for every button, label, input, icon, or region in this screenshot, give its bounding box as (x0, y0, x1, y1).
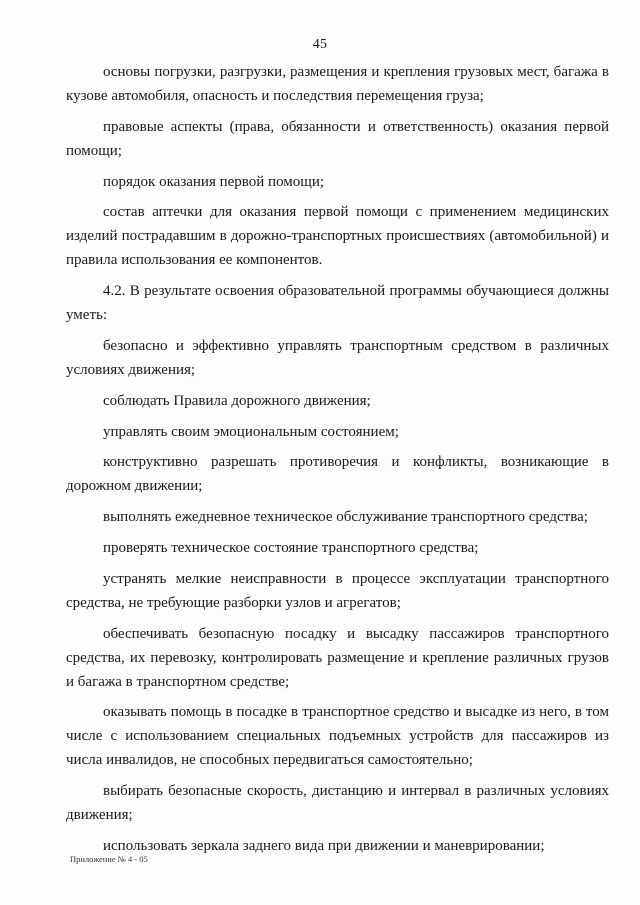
footer-note: Приложение № 4 - 05 (70, 854, 148, 864)
paragraph: основы погрузки, разгрузки, размещения и крепления грузовых мест, багажа в кузове автомобиля, опасность и последствия перемещения груза; (66, 64, 609, 104)
paragraph: устранять мелкие неисправности в процессе эксплуатации транспортного средства, не требующие разборки узлов и агрегатов; (66, 570, 609, 611)
section-heading-paragraph: 4.2. В результате освоения образовательной программы обучающиеся должны уметь: (66, 283, 609, 324)
paragraph: правовые аспекты (права, обязанности и ответственность) оказания первой помощи; (66, 118, 609, 159)
body-text (66, 60, 609, 865)
paragraph: соблюдать Правила дорожного движения; (103, 392, 371, 409)
paragraph: безопасно и эффективно управлять транспортным средством в различных условиях движения; (66, 337, 609, 378)
paragraph: состав аптечки для оказания первой помощи с применением медицинских изделий пострадавшим в дорожно-транспортных происшествиях (автомобильной) и правила использования ее компонентов. (66, 204, 609, 269)
paragraph: проверять техническое состояние транспортного средства; (103, 539, 479, 556)
paragraph: порядок оказания первой помощи; (103, 173, 325, 190)
paragraph: использовать зеркала заднего вида при движении и маневрировании; (103, 837, 545, 854)
paragraph: обеспечивать безопасную посадку и высадку пассажиров транспортного средства, их перевозку, контролировать размещение и крепление различных грузов и багажа в транспортном средстве; (66, 625, 609, 690)
paragraph: выполнять ежедневное техническое обслуживание транспортного средства; (103, 509, 588, 526)
page-number: 45 (312, 37, 328, 52)
paragraph: выбирать безопасные скорость, дистанцию и интервал в различных условиях движения; (66, 783, 609, 824)
paragraph: конструктивно разрешать противоречия и конфликты, возникающие в дорожном движении; (66, 454, 609, 495)
paragraph: управлять своим эмоциональным состоянием; (103, 423, 399, 440)
paragraph: оказывать помощь в посадке в транспортное средство и высадке из него, в том числе с использованием специальных подъемных устройств для пассажиров из числа инвалидов, не способных передвигаться самостоятельно; (66, 704, 609, 769)
